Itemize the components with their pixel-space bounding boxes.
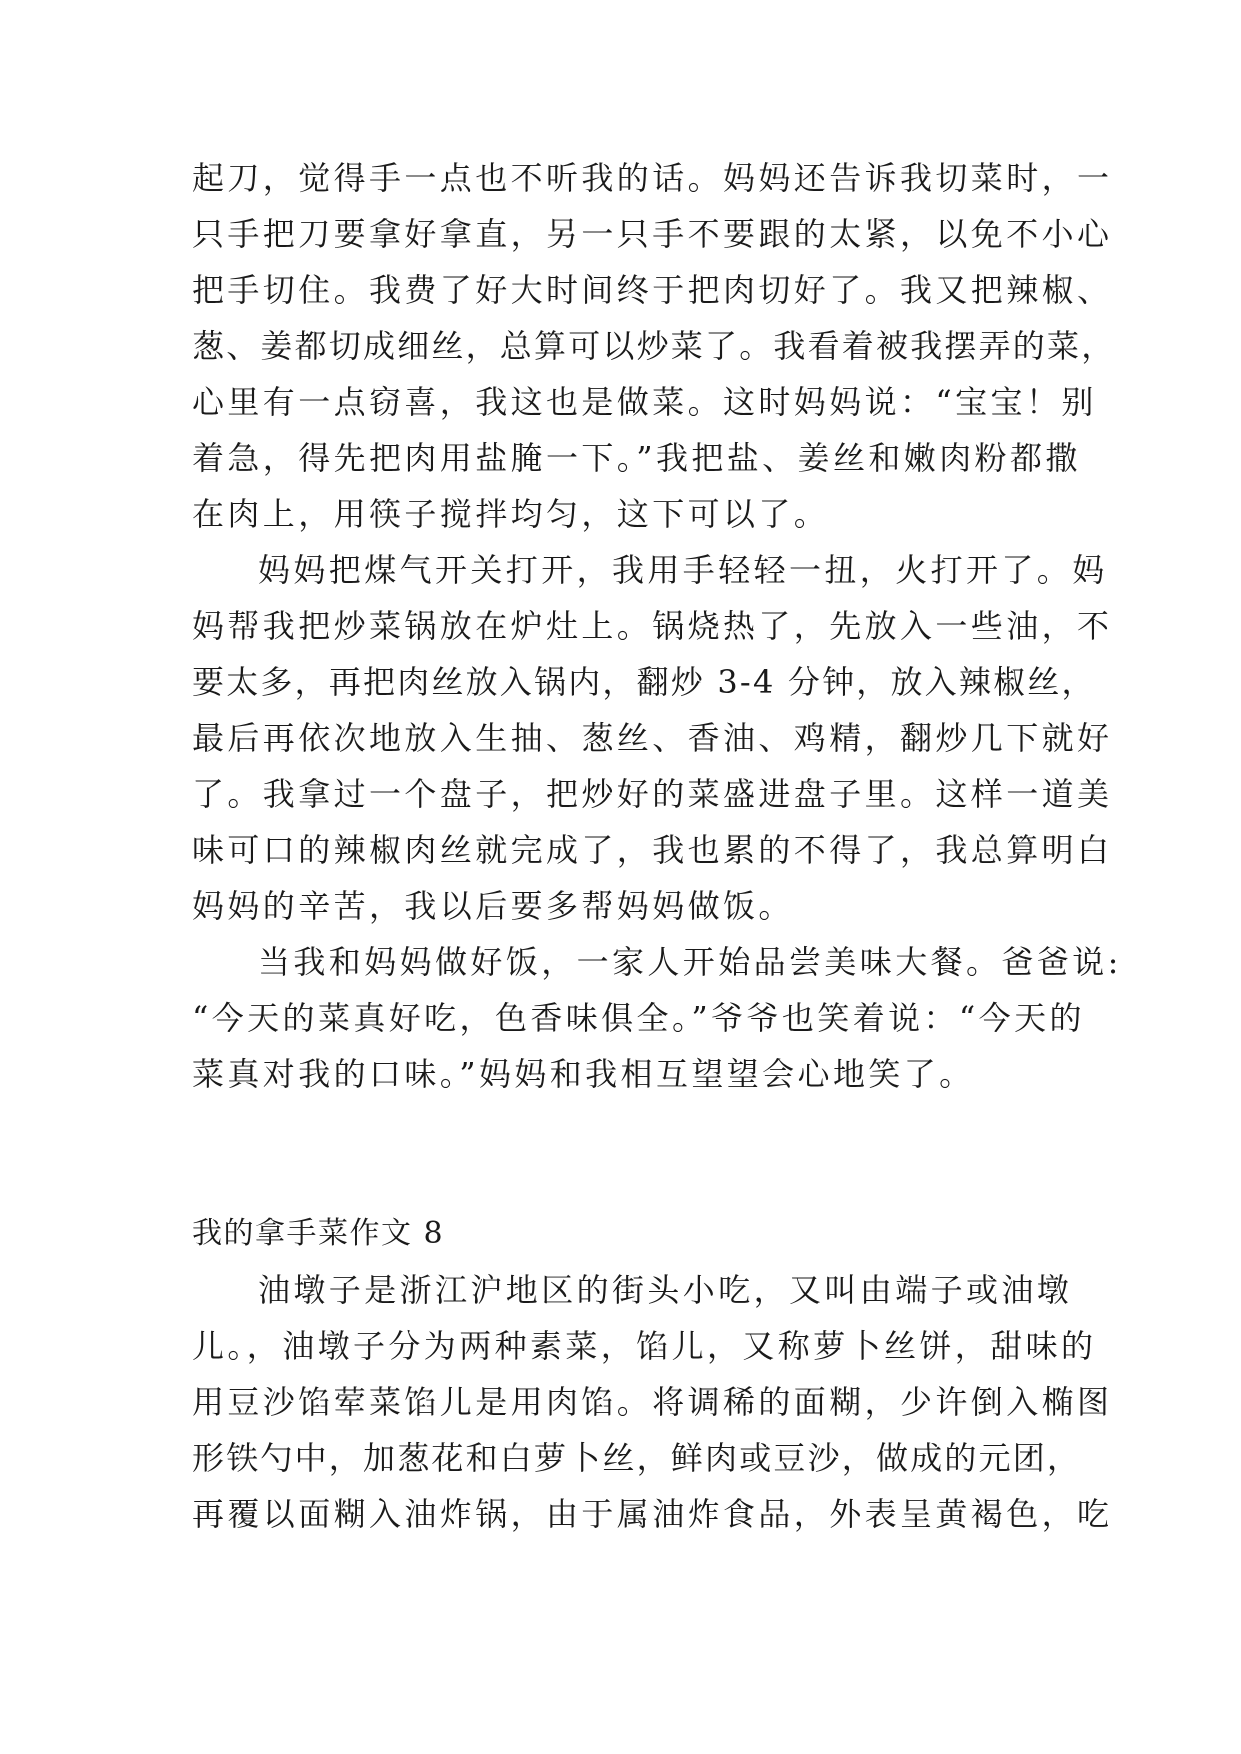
text-line: 葱、姜都切成细丝，总算可以炒菜了。我看着被我摆弄的菜， bbox=[192, 327, 1116, 365]
section-body bbox=[192, 1262, 1113, 1542]
text-line: 在肉上，用筷子搅拌均匀，这下可以了。 bbox=[192, 495, 830, 533]
text-line: 用豆沙馅荤菜馅儿是用肉馅。将调稀的面糊，少许倒入椭图 bbox=[192, 1383, 1113, 1421]
text-line: 菜真对我的口味。”妈妈和我相互望望会心地笑了。 bbox=[192, 1055, 975, 1093]
text-line: 只手把刀要拿好拿直，另一只手不要跟的太紧，以免不小心 bbox=[192, 215, 1113, 253]
section-heading: 我的拿手菜作文 8 bbox=[192, 1216, 445, 1251]
article-body bbox=[192, 150, 1122, 1102]
text-line: 再覆以面糊入油炸锅，由于属油炸食品，外表呈黄褐色，吃 bbox=[192, 1495, 1113, 1533]
text-line: 味可口的辣椒肉丝就完成了，我也累的不得了，我总算明白 bbox=[192, 831, 1113, 869]
paragraph-first-line: 妈妈把煤气开关打开，我用手轻轻一扭，火打开了。妈 bbox=[258, 551, 1108, 589]
text-line: 着急，得先把肉用盐腌一下。”我把盐、姜丝和嫩肉粉都撒 bbox=[192, 439, 1081, 477]
text-line: 把手切住。我费了好大时间终于把肉切好了。我又把辣椒、 bbox=[192, 271, 1113, 309]
text-line: “今天的菜真好吃，色香味俱全。”爷爷也笑着说：“今天的 bbox=[192, 999, 1085, 1037]
paragraph-first-line: 当我和妈妈做好饭，一家人开始品尝美味大餐。爸爸说: bbox=[258, 943, 1122, 981]
text-line: 妈妈的辛苦，我以后要多帮妈妈做饭。 bbox=[192, 887, 794, 925]
text-line: 形铁勺中，加葱花和白萝卜丝，鲜肉或豆沙，做成的元团， bbox=[192, 1439, 1082, 1477]
text-line: 起刀，觉得手一点也不听我的话。妈妈还告诉我切菜时，一 bbox=[192, 159, 1113, 197]
text-line: 要太多，再把肉丝放入锅内，翻炒 3-4 分钟，放入辣椒丝， bbox=[192, 663, 1096, 701]
text-line: 了。我拿过一个盘子，把炒好的菜盛进盘子里。这样一道美 bbox=[192, 775, 1113, 813]
text-line: 儿。，油墩子分为两种素菜，馅儿，又称萝卜丝饼，甜味的 bbox=[192, 1327, 1097, 1365]
text-line: 妈帮我把炒菜锅放在炉灶上。锅烧热了，先放入一些油，不 bbox=[192, 607, 1113, 645]
text-line: 心里有一点窃喜，我这也是做菜。这时妈妈说：“宝宝！别 bbox=[192, 383, 1097, 421]
text-line: 最后再依次地放入生抽、葱丝、香油、鸡精，翻炒几下就好 bbox=[192, 719, 1113, 757]
paragraph-first-line: 油墩子是浙江沪地区的街头小吃，又叫由端子或油墩 bbox=[258, 1271, 1073, 1309]
